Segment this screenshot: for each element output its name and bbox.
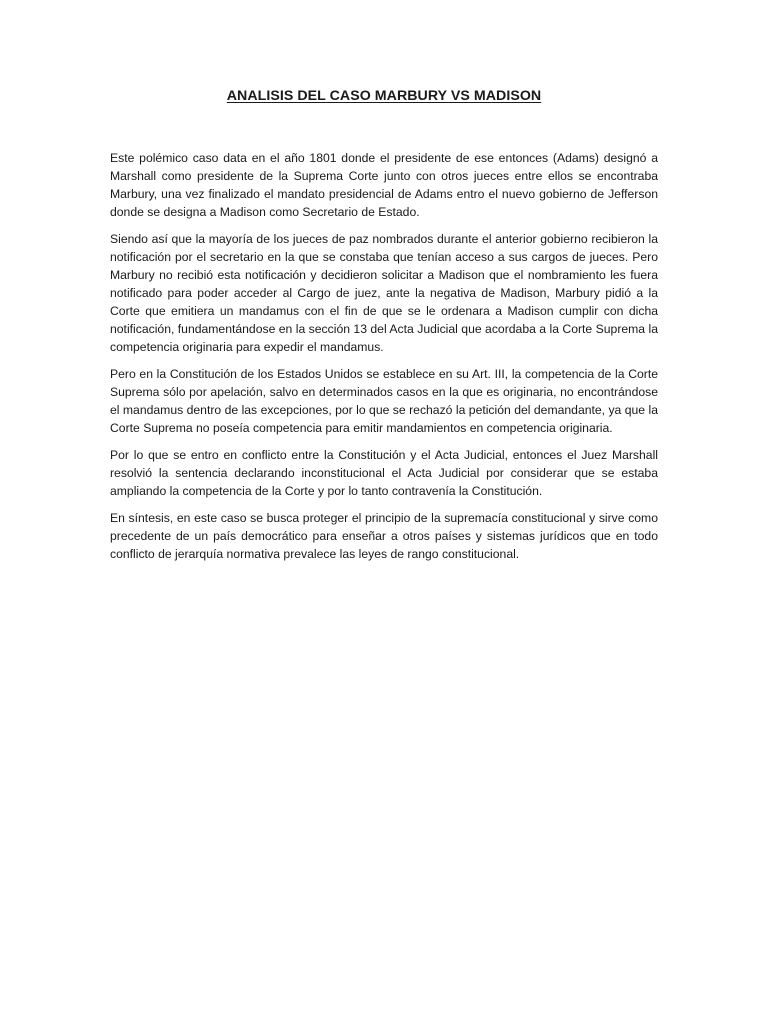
paragraph-5: En síntesis, en este caso se busca proteger el principio de la supremacía constitucional y sirve como precedente de un país democrático para enseñar a otros países y sistemas jurídicos que en todo conflicto de jerarquía normativa prevalece las leyes de rango constitucional.	[110, 511, 658, 561]
paragraph-1: Este polémico caso data en el año 1801 donde el presidente de ese entonces (Adams) designó a Marshall como presidente de la Suprema Corte junto con otros jueces entre ellos se encontraba Marbury, una vez finalizado el mandato presidencial de Adams entro el nuevo gobierno de Jefferson donde se designa a Madison como Secretario de Estado.	[110, 151, 658, 219]
paragraph-3: Pero en la Constitución de los Estados Unidos se establece en su Art. III, la competencia de la Corte Suprema sólo por apelación, salvo en determinados casos en la que es originaria, no encontrándose el mandamus dentro de las excepciones, por lo que se rechazó la petición del demandante, ya que la Corte Suprema no poseía competencia para emitir mandamientos en competencia originaria.	[110, 367, 658, 435]
document-title: ANALISIS DEL CASO MARBURY VS MADISON	[226, 88, 542, 104]
paragraph-2: Siendo así que la mayoría de los jueces de paz nombrados durante el anterior gobierno recibieron la notificación por el secretario en la que se constaba que tenían acceso a sus cargos de jueces. Pero Marbury no recibió esta notificación y decidieron solicitar a Madison que el nombramiento les fuera notificado para poder acceder al Cargo de juez, ante la negativa de Madison, Marbury pidió a la Corte que emitiera un mandamus con el fin de que se le ordenara a Madison cumplir con dicha notificación, fundamentándose en la sección 13 del Acta Judicial que acordaba a la Corte Suprema la competencia originaria para expedir el mandamus.	[110, 232, 658, 354]
paragraph-4: Por lo que se entro en conflicto entre la Constitución y el Acta Judicial, entonces el Juez Marshall resolvió la sentencia declarando inconstitucional el Acta Judicial por considerar que se estaba ampliando la competencia de la Corte y por lo tanto contravenía la Constitución.	[110, 448, 658, 498]
document-body	[110, 149, 658, 572]
